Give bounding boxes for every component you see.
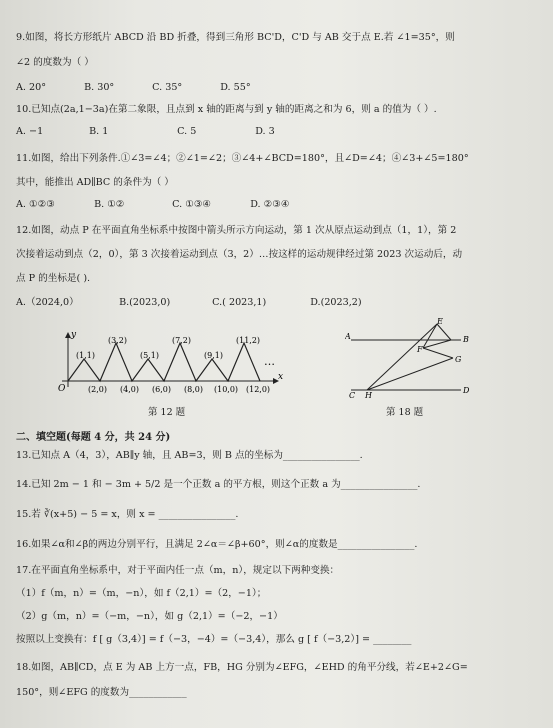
q11-option-d: D. ②③④ [250, 199, 290, 210]
q9-line1: 9.如图，将长方形纸片 ABCD 沿 BD 折叠，得到三角形 BC'D，C'D 与 AB 交于点 E.若 ∠1=35°，则 [16, 32, 455, 43]
q12-option-b: B.(2023,0) [119, 297, 171, 308]
q9-option-c: C. 35° [152, 82, 183, 93]
fig12-peak-label: (11,2) [236, 336, 261, 345]
q12-line3: 点 P 的坐标是( ). [16, 273, 91, 284]
fig12-peak-label: (1,1) [76, 351, 95, 360]
q11-options [16, 199, 289, 210]
q11-option-c: C. ①③④ [172, 199, 212, 210]
q12-option-d: D.(2023,2) [310, 297, 362, 308]
q12-option-c: C.( 2023,1) [212, 297, 267, 308]
fig18-label-b: B [463, 335, 469, 344]
q10-option-d: D. 3 [255, 126, 275, 137]
q12-line2: 次接着运动到点（2，0），第 3 次接着运动到点（3，2）…按这样的运动规律经过第 2023 次运动后，动 [16, 249, 463, 260]
section-2-title: 二、填空题(每题 4 分，共 24 分) [16, 432, 171, 443]
fig18-line-he [367, 324, 437, 390]
fig18-line-hg [367, 358, 453, 390]
q15-line1: 15.若 ∛(x+5) − 5 = x，则 x = ________________. [16, 509, 239, 520]
q11-option-a: A. ①②③ [16, 199, 55, 210]
figure-18-geometry [345, 318, 475, 400]
fig12-origin: O [58, 384, 66, 394]
fig18-label-a: A [345, 332, 351, 341]
q11-option-b: B. ①② [94, 199, 125, 210]
fig18-line-fg [423, 348, 453, 358]
q9-option-b: B. 30° [84, 82, 115, 93]
q10-options [16, 126, 275, 137]
q18-line2: 150°，则∠EFG 的度数为____________ [16, 687, 187, 698]
fig12-bottom-label: (12,0) [246, 385, 271, 394]
q10-option-b: B. 1 [89, 126, 109, 137]
fig18-label-d: D [463, 386, 470, 395]
fig12-ellipsis: … [264, 355, 275, 368]
fig12-bottom-label: (4,0) [120, 385, 139, 394]
fig18-label-f: F [417, 345, 423, 354]
q11-line1: 11.如图，给出下列条件.①∠3=∠4；②∠1=∠2；③∠4+∠BCD=180°，且∠D=∠4；④∠3+∠5=180° [16, 153, 469, 164]
q10-option-c: C. 5 [177, 126, 197, 137]
fig12-peak-label: (5,1) [140, 351, 159, 360]
figure-12-zigzag [50, 325, 290, 405]
fig18-line-eb [437, 324, 451, 340]
q9-options [16, 82, 251, 93]
fig12-peak-label: (3,2) [108, 336, 127, 345]
fig18-label-e: E [437, 318, 443, 326]
fig12-bottom-label: (10,0) [214, 385, 239, 394]
fig12-peak-label: (9,1) [204, 351, 223, 360]
q12-line1: 12.如图，动点 P 在平面直角坐标系中按图中箭头所示方向运动，第 1 次从原点运动到点（1，1），第 2 [16, 225, 457, 236]
fig12-peak-label: (7,2) [172, 336, 191, 345]
fig18-label-g: G [455, 355, 462, 364]
figure-12-caption: 第 12 题 [148, 407, 186, 418]
fig12-bottom-label: (6,0) [152, 385, 171, 394]
q10-line1: 10.已知点(2a,1−3a)在第二象限，且点到 x 轴的距离与到 y 轴的距离之和为 6，则 a 的值为（ ）. [16, 104, 437, 115]
fig18-label-c: C [349, 391, 356, 400]
q14-line1: 14.已知 2m − 1 和 − 3m + 5/2 是一个正数 a 的平方根，则这个正数 a 为________________. [16, 479, 421, 490]
q18-line1: 18.如图，AB∥CD，点 E 为 AB 上方一点，FB，HG 分别为∠EFG，∠EHD 的角平分线，若∠E+2∠G= [16, 662, 468, 673]
q9-line2: ∠2 的度数为（ ） [16, 57, 94, 68]
q17-line1: 17.在平面直角坐标系中，对于平面内任一点（m，n），规定以下两种变换： [16, 565, 340, 576]
fig12-y-label: y [71, 330, 77, 340]
q16-line1: 16.如果∠α和∠β的两边分别平行，且满足 2∠α＝∠β+60°，则∠α的度数是________________. [16, 539, 418, 550]
fig12-bottom-label: (8,0) [184, 385, 203, 394]
fig18-label-h: H [365, 391, 372, 400]
q17-line4: 按照以上变换有：f [ g（3,4）] = f（−3，−4）=（−3,4），那么 g [ f（−3,2）] = ________ [16, 634, 412, 645]
q12-option-a: A.（2024,0） [16, 297, 79, 308]
q10-option-a: A. −1 [16, 126, 44, 137]
fig12-x-label: x [278, 372, 284, 382]
figure-18-caption: 第 18 题 [386, 407, 424, 418]
q17-line3: （2）g（m，n）=（−m，−n），如 g（2,1）=（−2，−1） [16, 611, 283, 622]
q17-line2: （1）f（m，n）=（m，−n），如 f（2,1）=（2，−1）； [16, 588, 267, 599]
q13-line1: 13.已知点 A（4，3），AB∥y 轴，且 AB=3，则 B 点的坐标为________________. [16, 450, 363, 461]
fig12-zigzag-path [68, 343, 260, 381]
q9-option-a: A. 20° [16, 82, 47, 93]
q9-option-d: D. 55° [220, 82, 251, 93]
fig12-bottom-label: (2,0) [88, 385, 107, 394]
q12-options [16, 294, 362, 308]
q11-line2: 其中，能推出 AD∥BC 的条件为（ ） [16, 177, 174, 188]
